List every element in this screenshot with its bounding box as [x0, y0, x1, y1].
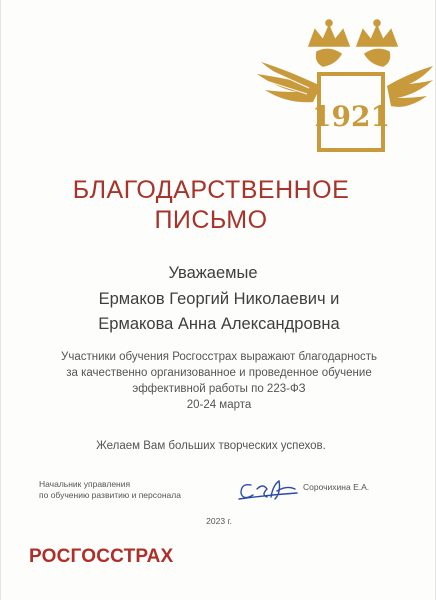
crown-emblem-icon	[257, 14, 433, 160]
body-line-1: Участники обучения Росгосстрах выражают благодарность	[61, 351, 377, 363]
emblem-year: 1921	[312, 100, 390, 133]
letter-title-line2: ПИСЬМО	[154, 206, 268, 234]
letter-year: 2023 г.	[206, 516, 232, 526]
body-line-2: за качественно организованное и проведенное обучение	[66, 367, 372, 379]
closing-wish: Желаем Вам больших творческих успехов.	[96, 440, 326, 452]
recipient-name-1: Ермаков Георгий Николаевич и	[98, 290, 340, 308]
signer-name: Сорочихина Е.А.	[303, 482, 370, 492]
salutation: Уважаемые	[168, 264, 258, 282]
body-dates: 20-24 марта	[186, 399, 252, 411]
company-logo: РОСГОССТРАХ	[29, 546, 174, 567]
signer-title-line1: Начальник управления	[39, 479, 131, 489]
letter-title-line1: БЛАГОДАРСТВЕННОЕ	[72, 176, 350, 204]
signature-icon	[237, 475, 299, 505]
body-line-3: эффективной работы по 223-ФЗ	[132, 383, 306, 395]
signer-title-line2: по обучению развитию и персонала	[39, 490, 181, 500]
recipient-name-2: Ермакова Анна Александровна	[98, 315, 340, 333]
